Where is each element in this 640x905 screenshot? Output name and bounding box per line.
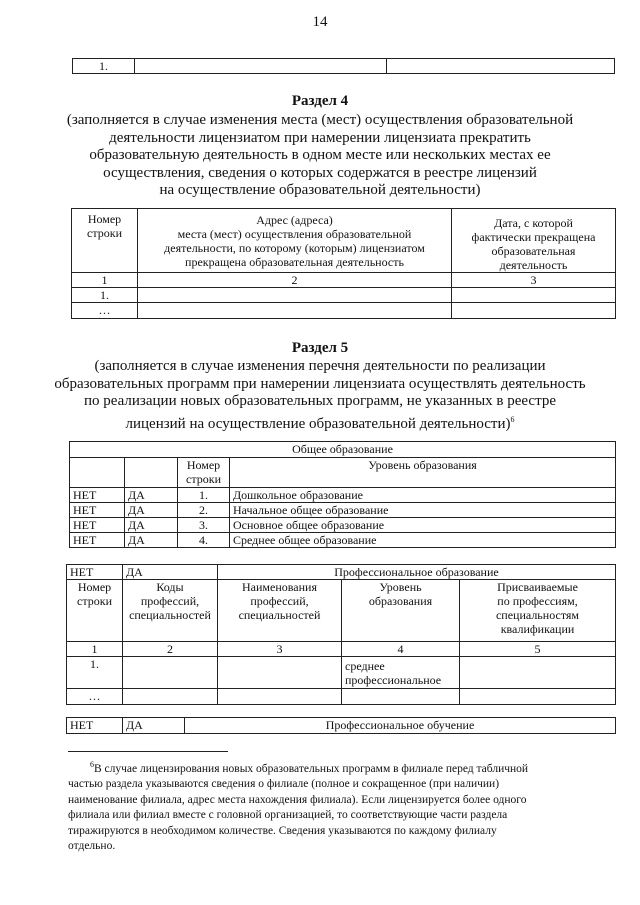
- table-row: НЕТ ДА 1. Дошкольное образование: [70, 488, 616, 503]
- footnote-separator: [68, 751, 228, 752]
- col-number: 3: [452, 273, 616, 288]
- general-education-title: Общее образование: [70, 442, 616, 458]
- professional-training-table: [66, 717, 616, 734]
- col-number: 4: [342, 642, 460, 657]
- header-codes: Коды профессий, специальностей: [123, 580, 218, 642]
- yes-option[interactable]: ДА: [123, 718, 185, 734]
- table-row: НЕТ ДА 2. Начальное общее образование: [70, 503, 616, 518]
- header-row-number: Номер строки: [72, 209, 138, 273]
- table-cell: [387, 59, 615, 74]
- yes-option[interactable]: ДА: [123, 565, 218, 580]
- no-option[interactable]: НЕТ: [67, 718, 123, 734]
- page-number: 14: [312, 14, 328, 30]
- table-row: 1.: [72, 288, 616, 303]
- footnote-mark: 6: [510, 414, 515, 424]
- yes-option[interactable]: ДА: [125, 503, 178, 518]
- header-level: Уровень образования: [230, 458, 616, 488]
- professional-training-title: Профессиональное обучение: [185, 718, 616, 734]
- header-address: Адрес (адреса) места (мест) осуществления образовательной деятельности, по которому (которым) лицензиатом прекращена образовательная деятельность: [138, 209, 452, 273]
- col-number: 3: [218, 642, 342, 657]
- footnote: $^6$В случае лицензирования новых образовательных программ в филиале перед табличной частью раздела указываются сведения о филиале (полное и сокращенное (при наличии) наименование филиала, адрес места нахождения филиала). Если лицензируется более одного филиала или филиал вместе с головной организацией, то соответствующие части раздела тиражируются в необходимом количестве. Сведения указываются по каждому филиалу отдельно.: [68, 760, 529, 853]
- no-option[interactable]: НЕТ: [70, 488, 125, 503]
- col-number: 1: [67, 642, 123, 657]
- section4-title: Раздел 4: [291, 93, 349, 109]
- table-cell: 1.: [73, 59, 135, 74]
- header-qualifications: Присваиваемые по профессиям, специальностям квалификации: [460, 580, 616, 642]
- header-row-number: Номер строки: [67, 580, 123, 642]
- no-option[interactable]: НЕТ: [70, 518, 125, 533]
- general-education-table: [69, 441, 616, 548]
- header-level: Уровень образования: [342, 580, 460, 642]
- table-row: НЕТ ДА 4. Среднее общее образование: [70, 533, 616, 548]
- yes-option[interactable]: ДА: [125, 488, 178, 503]
- no-option[interactable]: НЕТ: [70, 503, 125, 518]
- no-option[interactable]: НЕТ: [70, 533, 125, 548]
- header-date: Дата, с которой фактически прекращена образовательная деятельность: [452, 209, 616, 273]
- yes-option[interactable]: ДА: [125, 533, 178, 548]
- table-row: НЕТ ДА 3. Основное общее образование: [70, 518, 616, 533]
- header-names: Наименования профессий, специальностей: [218, 580, 342, 642]
- table-row: …: [72, 303, 616, 319]
- col-number: 2: [138, 273, 452, 288]
- col-number: 5: [460, 642, 616, 657]
- top-table: [72, 58, 615, 74]
- table-cell: [135, 59, 387, 74]
- yes-option[interactable]: ДА: [125, 518, 178, 533]
- col-number: 2: [123, 642, 218, 657]
- col-number: 1: [72, 273, 138, 288]
- header-row-number: Номер строки: [178, 458, 230, 488]
- table-row: 1. среднее профессиональное: [67, 657, 616, 689]
- professional-education-title: Профессиональное образование: [218, 565, 616, 580]
- section4-description: (заполняется в случае изменения места (мест) осуществления образовательной деятельности лицензиатом при намерении лицензиата прекратить образовательную деятельность в одном месте или нескольких местах ее осуществления, сведения о которых содержатся в реестре лицензий на осуществление образовательной деятельности): [66, 112, 574, 198]
- professional-education-table: [66, 564, 616, 705]
- section5-title: Раздел 5: [291, 340, 349, 356]
- no-option[interactable]: НЕТ: [67, 565, 123, 580]
- section5-description: (заполняется в случае изменения перечня деятельности по реализации образовательных программ при намерении лицензиата осуществлять деятельность по реализации новых образовательных программ, не указанных в реестре лицензий на осуществление образовательной деятельности)$^6$: [54, 358, 586, 432]
- table-row: …: [67, 689, 616, 705]
- section4-table: [71, 208, 616, 319]
